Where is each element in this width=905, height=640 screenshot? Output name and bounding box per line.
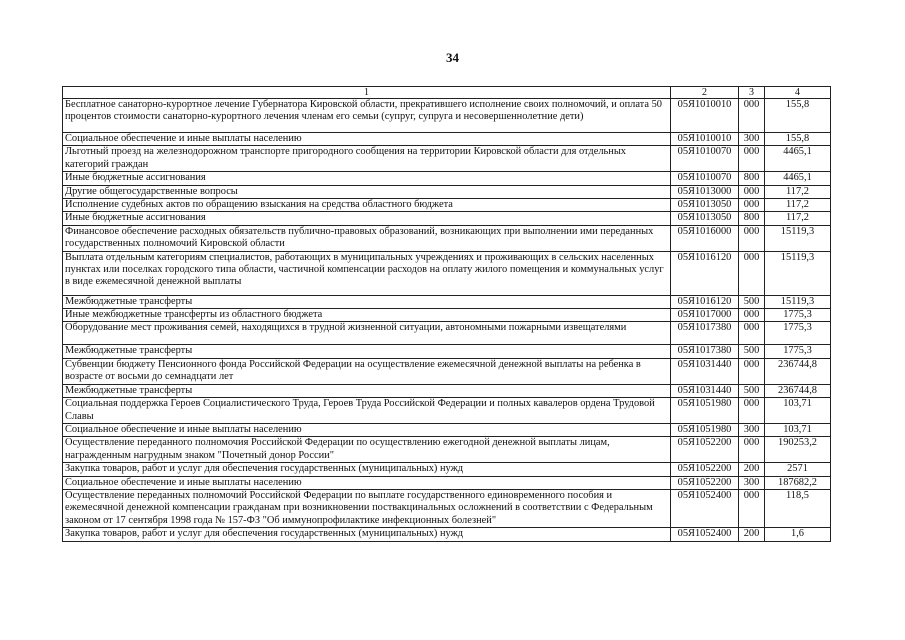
- cell-kind: 000: [739, 489, 765, 527]
- cell-kind: 000: [739, 225, 765, 251]
- table-row: [63, 225, 831, 251]
- cell-amount: 236744,8: [765, 358, 831, 384]
- cell-code: 05Я1010070: [671, 172, 739, 185]
- cell-kind: 000: [739, 146, 765, 172]
- cell-kind: 000: [739, 358, 765, 384]
- cell-name: Выплата отдельным категориям специалистов, работающих в муниципальных учреждениях и проживающих в сельских населенных пунктах или поселках городского типа области, частичной компенсации расходов на оплату жилого помещения и коммунальных услуг в виде ежемесячной денежной выплаты: [63, 251, 671, 295]
- cell-code: 05Я1013000: [671, 185, 739, 198]
- cell-kind: 000: [739, 251, 765, 295]
- cell-code: 05Я1052400: [671, 528, 739, 541]
- cell-amount: 117,2: [765, 199, 831, 212]
- table-row: [63, 133, 831, 146]
- column-header-amount: 4: [765, 87, 831, 99]
- cell-name: Закупка товаров, работ и услуг для обеспечения государственных (муниципальных) нужд: [63, 463, 671, 476]
- cell-kind: 000: [739, 309, 765, 322]
- cell-kind: 000: [739, 99, 765, 133]
- cell-amount: 236744,8: [765, 384, 831, 397]
- page-number: 34: [446, 50, 459, 65]
- cell-amount: 2571: [765, 463, 831, 476]
- column-header-code: 2: [671, 87, 739, 99]
- cell-name: Социальное обеспечение и иные выплаты населению: [63, 476, 671, 489]
- cell-amount: 155,8: [765, 133, 831, 146]
- cell-amount: 190253,2: [765, 437, 831, 463]
- cell-kind: 000: [739, 437, 765, 463]
- table-row: [63, 322, 831, 345]
- table-row: [63, 309, 831, 322]
- cell-kind: 200: [739, 528, 765, 541]
- cell-amount: 4465,1: [765, 146, 831, 172]
- cell-code: 05Я1017380: [671, 322, 739, 345]
- cell-code: 05Я1010070: [671, 146, 739, 172]
- cell-amount: 103,71: [765, 398, 831, 424]
- table-row: [63, 199, 831, 212]
- cell-name: Иные бюджетные ассигнования: [63, 172, 671, 185]
- table-row: [63, 489, 831, 527]
- table-row: [63, 99, 831, 133]
- cell-code: 05Я1017380: [671, 345, 739, 358]
- cell-name: Субвенции бюджету Пенсионного фонда Российской Федерации на осуществление ежемесячной денежной выплаты на ребенка в возрасте от восьми до семнадцати лет: [63, 358, 671, 384]
- cell-amount: 15119,3: [765, 225, 831, 251]
- cell-amount: 118,5: [765, 489, 831, 527]
- cell-name: Финансовое обеспечение расходных обязательств публично-правовых образований, возникающих при выполнении ими переданных государственных полномочий Кировской области: [63, 225, 671, 251]
- budget-table-body: [63, 87, 831, 542]
- table-row: [63, 384, 831, 397]
- cell-kind: 000: [739, 398, 765, 424]
- cell-code: 05Я1017000: [671, 309, 739, 322]
- cell-kind: 000: [739, 322, 765, 345]
- cell-kind: 300: [739, 476, 765, 489]
- table-row: [63, 212, 831, 225]
- cell-name: Бесплатное санаторно-курортное лечение Губернатора Кировской области, прекратившего исполнение своих полномочий, и оплата 50 процентов стоимости санаторно-курортного лечения членам его семьи (супруг, супруга и несовершеннолетние дети): [63, 99, 671, 133]
- cell-amount: 1,6: [765, 528, 831, 541]
- cell-kind: 800: [739, 172, 765, 185]
- table-row: [63, 251, 831, 295]
- cell-code: 05Я1016120: [671, 251, 739, 295]
- cell-kind: 300: [739, 423, 765, 436]
- table-row: [63, 358, 831, 384]
- budget-table: [62, 86, 831, 542]
- cell-code: 05Я1016120: [671, 295, 739, 308]
- cell-name: Исполнение судебных актов по обращению взыскания на средства областного бюджета: [63, 199, 671, 212]
- cell-amount: 1775,3: [765, 345, 831, 358]
- table-row: [63, 345, 831, 358]
- cell-code: 05Я1052200: [671, 437, 739, 463]
- cell-name: Оборудование мест проживания семей, находящихся в трудной жизненной ситуации, автономными пожарными извещателями: [63, 322, 671, 345]
- cell-name: Межбюджетные трансферты: [63, 345, 671, 358]
- cell-name: Осуществление переданных полномочий Российской Федерации по выплате государственного единовременного пособия и ежемесячной денежной компенсации гражданам при возникновении поствакцинальных осложнений в соответствии с Федеральным законом от 17 сентября 1998 года № 157-ФЗ "Об иммунопрофилактике инфекционных болезней": [63, 489, 671, 527]
- cell-amount: 15119,3: [765, 251, 831, 295]
- cell-kind: 000: [739, 185, 765, 198]
- cell-code: 05Я1031440: [671, 358, 739, 384]
- table-row: [63, 463, 831, 476]
- table-row: [63, 185, 831, 198]
- cell-name: Другие общегосударственные вопросы: [63, 185, 671, 198]
- cell-name: Социальная поддержка Героев Социалистического Труда, Героев Труда Российской Федерации и полных кавалеров ордена Трудовой Славы: [63, 398, 671, 424]
- cell-amount: 1775,3: [765, 322, 831, 345]
- table-row: [63, 423, 831, 436]
- cell-amount: 117,2: [765, 185, 831, 198]
- cell-amount: 15119,3: [765, 295, 831, 308]
- table-row: [63, 172, 831, 185]
- column-header-name: 1: [63, 87, 671, 99]
- cell-amount: 103,71: [765, 423, 831, 436]
- cell-name: Закупка товаров, работ и услуг для обеспечения государственных (муниципальных) нужд: [63, 528, 671, 541]
- table-row: [63, 528, 831, 541]
- cell-name: Межбюджетные трансферты: [63, 384, 671, 397]
- cell-name: Льготный проезд на железнодорожном транспорте пригородного сообщения на территории Кировской области для отдельных категорий граждан: [63, 146, 671, 172]
- cell-kind: 500: [739, 295, 765, 308]
- cell-code: 05Я1031440: [671, 384, 739, 397]
- cell-code: 05Я1052200: [671, 476, 739, 489]
- cell-kind: 300: [739, 133, 765, 146]
- cell-code: 05Я1051980: [671, 423, 739, 436]
- cell-amount: 4465,1: [765, 172, 831, 185]
- cell-amount: 155,8: [765, 99, 831, 133]
- table-row: [63, 398, 831, 424]
- table-row: [63, 437, 831, 463]
- cell-amount: 187682,2: [765, 476, 831, 489]
- column-header-row: [63, 87, 831, 99]
- cell-name: Иные бюджетные ассигнования: [63, 212, 671, 225]
- cell-code: 05Я1010010: [671, 99, 739, 133]
- table-row: [63, 146, 831, 172]
- cell-code: 05Я1013050: [671, 212, 739, 225]
- cell-code: 05Я1013050: [671, 199, 739, 212]
- cell-code: 05Я1052400: [671, 489, 739, 527]
- cell-amount: 1775,3: [765, 309, 831, 322]
- table-row: [63, 476, 831, 489]
- cell-name: Осуществление переданного полномочия Российской Федерации по осуществлению ежегодной денежной выплаты лицам, награжденным нагрудным знаком "Почетный донор России": [63, 437, 671, 463]
- cell-kind: 500: [739, 384, 765, 397]
- cell-name: Межбюджетные трансферты: [63, 295, 671, 308]
- cell-name: Иные межбюджетные трансферты из областного бюджета: [63, 309, 671, 322]
- cell-name: Социальное обеспечение и иные выплаты населению: [63, 423, 671, 436]
- cell-kind: 200: [739, 463, 765, 476]
- table-row: [63, 295, 831, 308]
- cell-name: Социальное обеспечение и иные выплаты населению: [63, 133, 671, 146]
- cell-amount: 117,2: [765, 212, 831, 225]
- cell-code: 05Я1051980: [671, 398, 739, 424]
- cell-kind: 800: [739, 212, 765, 225]
- cell-code: 05Я1016000: [671, 225, 739, 251]
- column-header-kind: 3: [739, 87, 765, 99]
- cell-code: 05Я1010010: [671, 133, 739, 146]
- cell-kind: 500: [739, 345, 765, 358]
- cell-kind: 000: [739, 199, 765, 212]
- cell-code: 05Я1052200: [671, 463, 739, 476]
